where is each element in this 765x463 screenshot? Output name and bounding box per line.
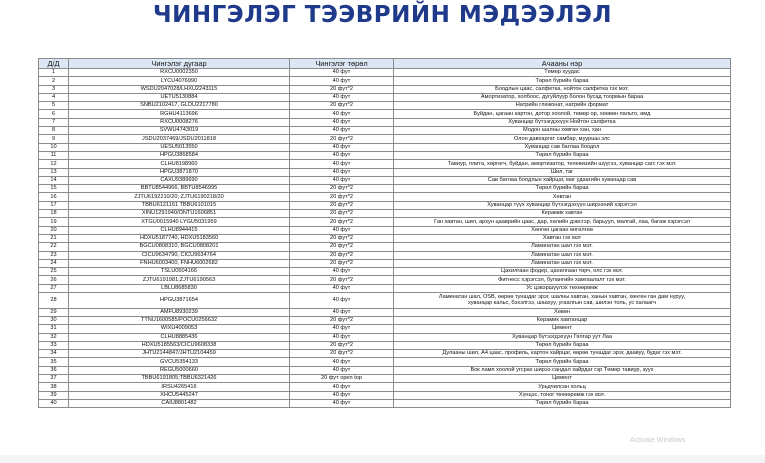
cell-container-number: HPGU3871654 xyxy=(69,293,290,309)
cell-cargo-name: Цемент xyxy=(394,325,731,333)
cell-cargo-name: Тавиур, плита, хөргөгч, буйдан, амортизатор, телевизийн шүүгээ, хуванцар сагс гэх мэт. xyxy=(394,160,731,168)
cell-container-number: HDXU5185563/CICU9608338 xyxy=(69,341,290,349)
cell-index: 38 xyxy=(39,383,69,391)
cell-container-number: RXCU0008276 xyxy=(69,118,290,126)
cell-index: 27 xyxy=(39,284,69,292)
cell-container-number: HPGU3871870 xyxy=(69,168,290,176)
bottom-strip xyxy=(0,455,765,463)
cell-container-number: GVCU5354133 xyxy=(69,358,290,366)
container-table xyxy=(38,58,731,408)
cell-container-type: 40 фут xyxy=(290,69,394,77)
table-row xyxy=(39,110,731,118)
table-row xyxy=(39,69,731,77)
cell-container-number: TSLU0504166 xyxy=(69,268,290,276)
header-cargo-name: Ачааны нэр xyxy=(394,59,731,69)
cell-container-type: 40 фут xyxy=(290,325,394,333)
cell-index: 1 xyxy=(39,69,69,77)
table-row xyxy=(39,201,731,209)
cell-container-type: 20 фут*2 xyxy=(290,316,394,324)
cell-index: 7 xyxy=(39,118,69,126)
cell-index: 8 xyxy=(39,127,69,135)
cell-cargo-name: Цахилгаан фодер, цахилгаан төрч, олс гэх мэт. xyxy=(394,268,731,276)
cell-index: 34 xyxy=(39,350,69,358)
cell-container-number: LBLU8685830 xyxy=(69,284,290,292)
cell-container-type: 40 фут xyxy=(290,127,394,135)
table-row xyxy=(39,383,731,391)
cell-container-number: SVWU4743019 xyxy=(69,127,290,135)
cell-container-type: 40 фут xyxy=(290,284,394,292)
table-row xyxy=(39,77,731,85)
cell-cargo-name: Дулааны шил, А4 цаас, профиль, картон хайрцаг, өөрөө туншдаг эрэг, даавуу, будаг гэх мэт. xyxy=(394,350,731,358)
table-row xyxy=(39,293,731,309)
header-index: Д/Д xyxy=(39,59,69,69)
cell-container-type: 40 фут xyxy=(290,77,394,85)
cell-container-type: 40 фут xyxy=(290,399,394,407)
cell-index: 17 xyxy=(39,201,69,209)
cell-container-number: XINU1291940/ONTU1606851 xyxy=(69,210,290,218)
cell-container-type: 40 фут xyxy=(290,168,394,176)
cell-container-type: 40 фут xyxy=(290,151,394,159)
table-row xyxy=(39,160,731,168)
cell-container-type: 20 фут*2 xyxy=(290,85,394,93)
cell-cargo-name: Төрөл бүрийн бараа xyxy=(394,77,731,85)
cell-index: 14 xyxy=(39,176,69,184)
cell-container-type: 20 фут*2 xyxy=(290,193,394,201)
cell-container-number: CAXU9389690 xyxy=(69,176,290,184)
table-row xyxy=(39,218,731,226)
cell-cargo-name: Керамик хавтан xyxy=(394,210,731,218)
cell-cargo-name: Төрөл бүрийн бараа xyxy=(394,358,731,366)
table-row xyxy=(39,85,731,93)
cell-cargo-name: Ламинатан шал гэх мэт. xyxy=(394,259,731,267)
cell-cargo-name: Боодлын цаас, салфетка, нойтон салфетка гэх мэт. xyxy=(394,85,731,93)
cell-index: 32 xyxy=(39,333,69,341)
cell-container-type: 20 фут*2 xyxy=(290,259,394,267)
cell-index: 30 xyxy=(39,316,69,324)
cargo-line: Ламинатан шал, OSB, өөрөө туншдаг эрэг, шалны хавтан, ханын хавтан, хөнгөн ган дам нуруу, xyxy=(438,293,686,300)
table-row xyxy=(39,259,731,267)
table-row xyxy=(39,185,731,193)
cell-index: 35 xyxy=(39,358,69,366)
cell-cargo-name: Цемент xyxy=(394,374,731,382)
cell-container-number: ZJTU6192210/20; ZJTU6190218/20 xyxy=(69,193,290,201)
cell-cargo-name: Фитнесс хэрэгсэл, булангийн хамгаалалт гэх мэт. xyxy=(394,276,731,284)
cell-cargo-name: Төрөл бүрийн бараа xyxy=(394,185,731,193)
table-row xyxy=(39,193,731,201)
cell-cargo-name: Вок ламп хоолой угсрах ширээ сандал хайрдаг гэр Төмөр тавиур, зуух xyxy=(394,366,731,374)
cell-index: 26 xyxy=(39,276,69,284)
cell-cargo-name: Модон шалны хөвгөн хан, хан xyxy=(394,127,731,135)
cell-container-number: XHCU5445247 xyxy=(69,391,290,399)
table-row xyxy=(39,143,731,151)
table-row xyxy=(39,341,731,349)
cell-cargo-name: Хөвтан xyxy=(394,193,731,201)
table-row xyxy=(39,226,731,234)
cell-container-number: RGHU4113696 xyxy=(69,110,290,118)
table-row xyxy=(39,118,731,126)
table-row xyxy=(39,234,731,242)
cell-container-type: 20 фут*2 xyxy=(290,251,394,259)
cell-index: 5 xyxy=(39,102,69,110)
cell-cargo-name: Төрөл бүрийн бараа xyxy=(394,341,731,349)
cell-index: 2 xyxy=(39,77,69,85)
table-row xyxy=(39,391,731,399)
cell-cargo-name xyxy=(394,293,731,309)
cell-index: 4 xyxy=(39,93,69,101)
cell-container-type: 40 фут xyxy=(290,176,394,184)
table-row xyxy=(39,399,731,407)
cell-index: 9 xyxy=(39,135,69,143)
cell-container-number: WIXU4009053 xyxy=(69,325,290,333)
cell-index: 20 xyxy=(39,226,69,234)
table-row xyxy=(39,333,731,341)
cell-index: 18 xyxy=(39,210,69,218)
cell-container-type: 20 фут*2 xyxy=(290,276,394,284)
table-row xyxy=(39,243,731,251)
cell-container-type: 20 фут*2 xyxy=(290,135,394,143)
cell-index: 6 xyxy=(39,110,69,118)
cell-cargo-name: Сав баглаа боодлын хайрцаг, маг удаагийн хуванцар сав xyxy=(394,176,731,184)
cell-index: 33 xyxy=(39,341,69,349)
table-row xyxy=(39,350,731,358)
cell-cargo-name: Буйдан, цагаан картон, дотор хоолой, төмөр ор, хөөвөн пальто, өмд xyxy=(394,110,731,118)
cell-container-number: RXCU0002350 xyxy=(69,69,290,77)
cell-container-type: 40 фут xyxy=(290,93,394,101)
cell-container-number: CLHU8198960 xyxy=(69,160,290,168)
cell-container-number: TBBU6191805;TBBU6321426 xyxy=(69,374,290,382)
cell-cargo-name: Хүнцэс, тоног төхөөрөмж гэх мэт. xyxy=(394,391,731,399)
cell-index: 16 xyxy=(39,193,69,201)
cell-cargo-name: Олон давхаргат самбар, мууршы элс xyxy=(394,135,731,143)
cell-container-type: 40 фут xyxy=(290,358,394,366)
table-row xyxy=(39,93,731,101)
cell-cargo-name: Хөнгөн цагаан өнгөлгөө xyxy=(394,226,731,234)
cell-index: 31 xyxy=(39,325,69,333)
cell-container-number: TBBU6121161 TBBU6101015 xyxy=(69,201,290,209)
cell-container-number: XTGU0015940 LYGU5031959 xyxy=(69,218,290,226)
cell-container-type: 40 фут xyxy=(290,118,394,126)
cell-container-number: UESU5013550 xyxy=(69,143,290,151)
cell-index: 23 xyxy=(39,251,69,259)
cell-container-type: 20 фут*2 xyxy=(290,201,394,209)
cargo-line: хуванцар кальс, бэхэлгээ, шаахуу, угаалгын сав, шилэн толь, ус халаагч xyxy=(467,300,657,307)
cell-container-type: 20 фут*2 xyxy=(290,234,394,242)
cell-cargo-name: Хөвөн xyxy=(394,308,731,316)
cell-index: 19 xyxy=(39,218,69,226)
cell-container-type: 20 фут*2 xyxy=(290,185,394,193)
cell-container-number: IRSU4265416 xyxy=(69,383,290,391)
cell-cargo-name: Ган хавтан, шил, архун цааврийн цаас, дар, хөлийн дэвсгэр, барьуул, малгай, лаа, багаж хэрэгсэл xyxy=(394,218,731,226)
cell-container-type: 20 фут*2 xyxy=(290,210,394,218)
cell-cargo-name: Шил, таг xyxy=(394,168,731,176)
cell-cargo-name: Амортизатор, холбоос, дугуйлуур болон бусад тоормын бараа xyxy=(394,93,731,101)
cell-container-type: 40 фут xyxy=(290,366,394,374)
cell-index: 10 xyxy=(39,143,69,151)
table-row xyxy=(39,176,731,184)
cell-index: 22 xyxy=(39,243,69,251)
table-row xyxy=(39,251,731,259)
table-row xyxy=(39,366,731,374)
table-header-row xyxy=(39,59,731,69)
table-row xyxy=(39,268,731,276)
cell-container-number: UETU5130884 xyxy=(69,93,290,101)
cell-container-type: 20 фут*2 xyxy=(290,350,394,358)
cell-container-number: CAIU8801482 xyxy=(69,399,290,407)
cell-container-type: 20 фут open top xyxy=(290,374,394,382)
cell-container-number: REGU5000660 xyxy=(69,366,290,374)
cell-cargo-name: Хуванцар түүх хуванцар бүтээгдэхүүн ширээний хэрэгсэл xyxy=(394,201,731,209)
header-container-number: Чингэлэг дугаар xyxy=(69,59,290,69)
cell-container-type: 20 фут*2 xyxy=(290,218,394,226)
cell-container-number: WSDU2047028/LHXU2243115 xyxy=(69,85,290,93)
cell-index: 24 xyxy=(39,259,69,267)
cell-index: 37 xyxy=(39,374,69,382)
table-row xyxy=(39,276,731,284)
table-row xyxy=(39,316,731,324)
cell-index: 3 xyxy=(39,85,69,93)
cell-cargo-name: Натрийн глюконат, натрийн формат xyxy=(394,102,731,110)
cell-container-number: BGCU0808310, BGCU0808201 xyxy=(69,243,290,251)
cell-container-number: CLHU8885436 xyxy=(69,333,290,341)
table-row xyxy=(39,374,731,382)
cell-container-type: 40 фут xyxy=(290,110,394,118)
cell-container-number: JSDU2037469/JSDU2011818 xyxy=(69,135,290,143)
cell-container-number: FNHU6003400, FNHU6002682 xyxy=(69,259,290,267)
container-table-wrapper xyxy=(38,58,730,408)
cell-container-number: HPGU3868584 xyxy=(69,151,290,159)
cell-container-type: 40 фут xyxy=(290,160,394,168)
cell-container-number: BBTU8544966, BBTU8546995 xyxy=(69,185,290,193)
activate-windows-watermark: Activate Windows xyxy=(630,437,686,444)
cell-cargo-name: Хавтан гэх мэт xyxy=(394,234,731,242)
cell-container-number: CICU9634790, CICU9634764 xyxy=(69,251,290,259)
cell-index: 21 xyxy=(39,234,69,242)
cell-index: 40 xyxy=(39,399,69,407)
table-row xyxy=(39,358,731,366)
cell-container-type: 20 фут*2 xyxy=(290,243,394,251)
cell-container-number: AMFU8930239 xyxy=(69,308,290,316)
cell-index: 28 xyxy=(39,293,69,309)
table-row xyxy=(39,325,731,333)
table-row xyxy=(39,168,731,176)
page-title: ЧИНГЭЛЭГ ТЭЭВРИЙН МЭДЭЭЛЭЛ xyxy=(153,2,612,28)
cell-container-number: HDXU5187740, HDXU5183560 xyxy=(69,234,290,242)
cell-container-type: 40 фут xyxy=(290,333,394,341)
cell-cargo-name: Хуванцар бүтээгдэхүүн Нойтон салфетка xyxy=(394,118,731,126)
cell-container-number: JHTU2144847/JHTU2104459 xyxy=(69,350,290,358)
cell-cargo-name: Керамик хавтанцар xyxy=(394,316,731,324)
cell-cargo-name: Ламинатан шал гэх мэт. xyxy=(394,243,731,251)
cell-container-number: LYCU4076990 xyxy=(69,77,290,85)
cell-container-number: TTNU1600585/POCU0256632 xyxy=(69,316,290,324)
cell-index: 25 xyxy=(39,268,69,276)
cell-container-number: CLHU8944415 xyxy=(69,226,290,234)
header-container-type: Чингэлэг төрөл xyxy=(290,59,394,69)
cell-container-type: 40 фут xyxy=(290,143,394,151)
cell-index: 36 xyxy=(39,366,69,374)
cell-cargo-name: Төмөр хуудас xyxy=(394,69,731,77)
cell-cargo-name: Төрөл бүрийн бараа xyxy=(394,151,731,159)
cell-container-number: SNBU2102417, GLDU2217780 xyxy=(69,102,290,110)
cell-container-type: 20 фут*2 xyxy=(290,341,394,349)
cell-index: 29 xyxy=(39,308,69,316)
cell-container-type: 40 фут xyxy=(290,226,394,234)
cell-cargo-name: Урьдчилсан хольц xyxy=(394,383,731,391)
cell-index: 39 xyxy=(39,391,69,399)
cell-cargo-name: Хуванцар бүтээгдэхүүн Гялгар уут Лаа xyxy=(394,333,731,341)
cell-index: 11 xyxy=(39,151,69,159)
cell-cargo-name: Хуванцар сав баглаа боодол xyxy=(394,143,731,151)
cell-index: 15 xyxy=(39,185,69,193)
table-row xyxy=(39,135,731,143)
table-row xyxy=(39,102,731,110)
table-body xyxy=(39,69,731,408)
table-row xyxy=(39,151,731,159)
table-row xyxy=(39,308,731,316)
cell-container-type: 40 фут xyxy=(290,293,394,309)
table-row xyxy=(39,127,731,135)
cell-container-type: 40 фут xyxy=(290,383,394,391)
cell-index: 13 xyxy=(39,168,69,176)
table-row xyxy=(39,210,731,218)
cell-container-number: ZJTU6191981;ZJTU6190563 xyxy=(69,276,290,284)
table-row xyxy=(39,284,731,292)
cell-container-type: 20 фут*2 xyxy=(290,102,394,110)
cell-cargo-name: Ламинатан шал гэх мэт. xyxy=(394,251,731,259)
cell-container-type: 40 фут xyxy=(290,308,394,316)
cell-cargo-name: Ус цэвэршүүлэх төхөөрөмж xyxy=(394,284,731,292)
cell-index: 12 xyxy=(39,160,69,168)
cell-container-type: 40 фут xyxy=(290,268,394,276)
cell-container-type: 40 фут xyxy=(290,391,394,399)
cell-cargo-name: Төрөл бүрийн бараа xyxy=(394,399,731,407)
